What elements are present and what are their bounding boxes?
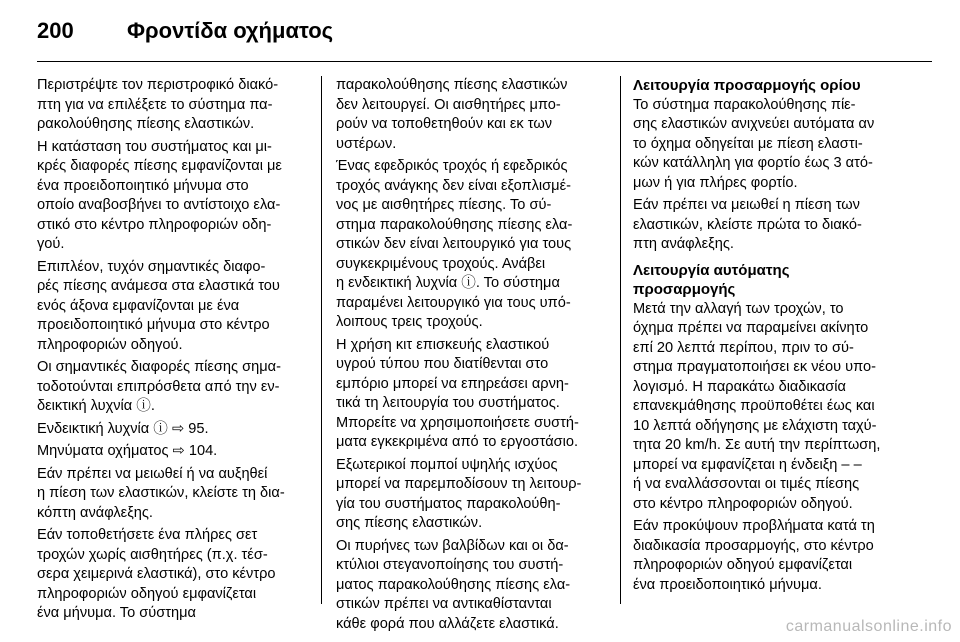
text-line: νος με αισθητήρες πίεσης. Το σύ- (336, 197, 552, 213)
text-line: Εξωτερικοί πομποί υψηλής ισχύος (336, 456, 558, 473)
section-heading-auto-adaptation (633, 261, 919, 300)
column-1 (37, 76, 319, 627)
text-line: κάθε φορά που αλλάζετε ελαστικά. (336, 615, 559, 632)
text-line: Ένας εφεδρικός τροχός ή εφεδρικός (336, 158, 568, 174)
text-line: διαδικασία προσαρμογής, στο κέντρο (633, 537, 874, 554)
text-line: λοιπους τρεις τροχούς. (336, 314, 483, 330)
text-line: Οι πυρήνες των βαλβίδων και οι δα- (336, 537, 569, 554)
paragraph (633, 517, 919, 595)
text-line: Εάν τοποθετήσετε ένα πλήρες σετ (37, 527, 258, 543)
text-line: Μετά την αλλαγή των τροχών, το (633, 300, 844, 317)
page-number: 200 (37, 18, 74, 43)
text-line: Η κατάσταση του συστήματος και μι- (37, 138, 272, 155)
text-line: κών κατάλληλη για φορτίο έως 3 ατό- (633, 155, 873, 171)
text-line: Εάν πρέπει να μειωθεί η πίεση των (633, 197, 860, 213)
text-line: σης πίεσης ελαστικών. (336, 515, 483, 531)
text-line: γία του συστήματος παρακολούθη- (336, 495, 561, 512)
column-divider-2 (620, 76, 621, 604)
text-line: ελαστικών, κλείστε πρώτα το διακό- (633, 216, 862, 233)
text-line: επί 20 λεπτά περίπου, πριν το σύ- (633, 339, 854, 356)
column-3 (633, 76, 919, 598)
text-line: μπορεί να παρεμποδίσουν τη λειτουρ- (336, 476, 582, 492)
text-line: οποίο αναβοσβήνει το αντίστοιχο ελα- (37, 197, 281, 213)
text-line: Μηνύματα οχήματος ⇨ 104. (37, 443, 218, 459)
paragraph (37, 465, 319, 524)
paragraph (336, 456, 618, 534)
text-line: προειδοποιητικό μήνυμα στο κέντρο (37, 317, 270, 333)
paragraph (633, 196, 919, 255)
paragraph (336, 76, 618, 154)
text-line: πληροφοριών οδηγού. (37, 336, 183, 353)
text-line: στικών δεν είναι λειτουργικό για τους (336, 236, 572, 252)
paragraph (37, 258, 319, 356)
text-line: 10 λεπτά οδήγησης με ελάχιστη ταχύ- (633, 417, 877, 434)
section-heading-line: προσαρμογής (633, 281, 736, 298)
text-line: ένα προειδοποιητικό μήνυμα. (633, 576, 822, 593)
text-line: Μπορείτε να χρησιμοποιήσετε συστή- (336, 414, 579, 431)
column-2 (336, 76, 618, 637)
text-line: λογισμό. Η παρακάτω διαδικασία (633, 378, 846, 395)
text-line: ρούν να τοποθετηθούν και εκ των (336, 116, 553, 132)
text-line: δεικτική λυχνία ⓘ. (37, 398, 155, 414)
text-line: πτη για να επιλέξετε το σύστημα πα- (37, 96, 273, 113)
text-line: ματος παρακολούθησης πίεσης ελα- (336, 576, 571, 593)
text-line: στημα πραγματοποιήσει εκ νέου υπο- (633, 359, 876, 375)
text-line: πληροφοριών οδηγού εμφανίζεται (37, 585, 257, 602)
paragraph (37, 138, 319, 255)
text-line: παραμένει λειτουργικό για τους υπό- (336, 294, 571, 311)
text-line: ένα προειδοποιητικό μήνυμα στο (37, 177, 249, 194)
page-header (37, 18, 333, 44)
text-line: παρακολούθησης πίεσης ελαστικών (336, 77, 568, 93)
text-line: πληροφοριών οδηγού εμφανίζεται (633, 557, 853, 573)
text-line: κρές διαφορές πίεσης εμφανίζονται με (37, 158, 282, 174)
text-line: επανεκμάθησης προϋποθέτει έως και (633, 398, 875, 414)
text-line: μων ή για πλήρες φορτίο. (633, 174, 798, 191)
text-line: εμπόριο μπορεί να επηρεάσει αρνη- (336, 375, 569, 392)
text-line: Η χρήση κιτ επισκευής ελαστικού (336, 336, 550, 353)
text-line: Ενδεικτική λυχνία ⓘ ⇨ 95. (37, 420, 209, 437)
section-heading-limit-adaptation: Λειτουργία προσαρμογής ορίου (633, 77, 861, 94)
text-line: το όχημα οδηγείται με πίεση ελαστι- (633, 135, 863, 152)
text-line: σης ελαστικών ανιχνεύει αυτόματα αν (633, 116, 875, 132)
text-line: τικά τη λειτουργία του συστήματος. (336, 395, 560, 411)
text-line: μπορεί να εμφανίζεται η ένδειξη – – (633, 456, 862, 473)
text-line: ρές πίεσης ανάμεσα στα ελαστικά του (37, 278, 280, 294)
text-line: η πίεση των ελαστικών, κλείστε τη δια- (37, 485, 285, 501)
text-line: γού. (37, 236, 65, 252)
text-line: η ενδεικτική λυχνία ⓘ. Το σύστημα (336, 275, 560, 291)
text-line: τοδοτούνται επιπρόσθετα από την εν- (37, 378, 280, 395)
text-line: υγρού τύπου που διατίθενται στο (336, 356, 549, 372)
paragraph (633, 300, 919, 515)
text-line: σερα χειμερινά ελαστικά), στο κέντρο (37, 566, 276, 582)
text-line: υστέρων. (336, 135, 397, 152)
text-line: στικών πρέπει να αντικαθίστανται (336, 596, 552, 612)
section-heading-line: Λειτουργία αυτόματης (633, 261, 790, 279)
paragraph (37, 358, 319, 417)
text-line: τητα 20 km/h. Σε αυτή την περίπτωση, (633, 437, 881, 453)
text-line: τροχός ανάγκης δεν είναι εξοπλισμέ- (336, 177, 571, 194)
paragraph (37, 420, 319, 440)
text-line: συγκεκριμένους τροχούς. Ανάβει (336, 255, 546, 272)
text-line: ενός άξονα εμφανίζονται με ένα (37, 297, 240, 314)
text-line: Οι σημαντικές διαφορές πίεσης σημα- (37, 359, 281, 375)
watermark: carmanualsonline.info (785, 618, 952, 635)
column-divider-1 (321, 76, 322, 604)
text-line: στο κέντρο πληροφοριών οδηγού. (633, 495, 853, 512)
text-line: Επιπλέον, τυχόν σημαντικές διαφο- (37, 258, 266, 275)
text-line: πτη ανάφλεξης. (633, 236, 734, 252)
section-body-auto-adaptation (633, 300, 919, 596)
text-line: κόπτη ανάφλεξης. (37, 504, 153, 521)
text-line: ματα εγκεκριμένα από το εργοστάσιο. (336, 434, 579, 450)
paragraph (336, 157, 618, 333)
text-line: ρακολούθησης πίεσης ελαστικών. (37, 116, 255, 132)
paragraph (37, 526, 319, 624)
paragraph (37, 442, 319, 462)
paragraph (633, 96, 919, 194)
text-line: Περιστρέψτε τον περιστροφικό διακό- (37, 77, 279, 93)
text-line: τροχών χωρίς αισθητήρες (π.χ. τέσ- (37, 546, 268, 563)
text-line: Εάν προκύψουν προβλήματα κατά τη (633, 518, 875, 534)
text-line: ή να εναλλάσσονται οι τιμές πίεσης (633, 476, 860, 492)
text-line: δεν λειτουργεί. Οι αισθητήρες μπο- (336, 96, 561, 113)
paragraph (336, 336, 618, 453)
text-line: στημα παρακολούθησης πίεσης ελα- (336, 216, 573, 233)
section-body-limit-adaptation (633, 96, 919, 255)
text-line: Εάν πρέπει να μειωθεί ή να αυξηθεί (37, 465, 268, 482)
text-line: κτύλιοι στεγανοποίησης του συστή- (336, 557, 564, 573)
text-line: ένα μήνυμα. Το σύστημα (37, 605, 196, 621)
paragraph (37, 76, 319, 135)
header-rule (37, 61, 932, 62)
text-line: στικό στο κέντρο πληροφοριών οδη- (37, 216, 272, 233)
page-title: Φροντίδα οχήματος (127, 18, 334, 43)
paragraph (336, 537, 618, 635)
text-line: όχημα πρέπει να παραμείνει ακίνητο (633, 320, 869, 336)
text-line: Το σύστημα παρακολούθησης πίε- (633, 96, 856, 113)
